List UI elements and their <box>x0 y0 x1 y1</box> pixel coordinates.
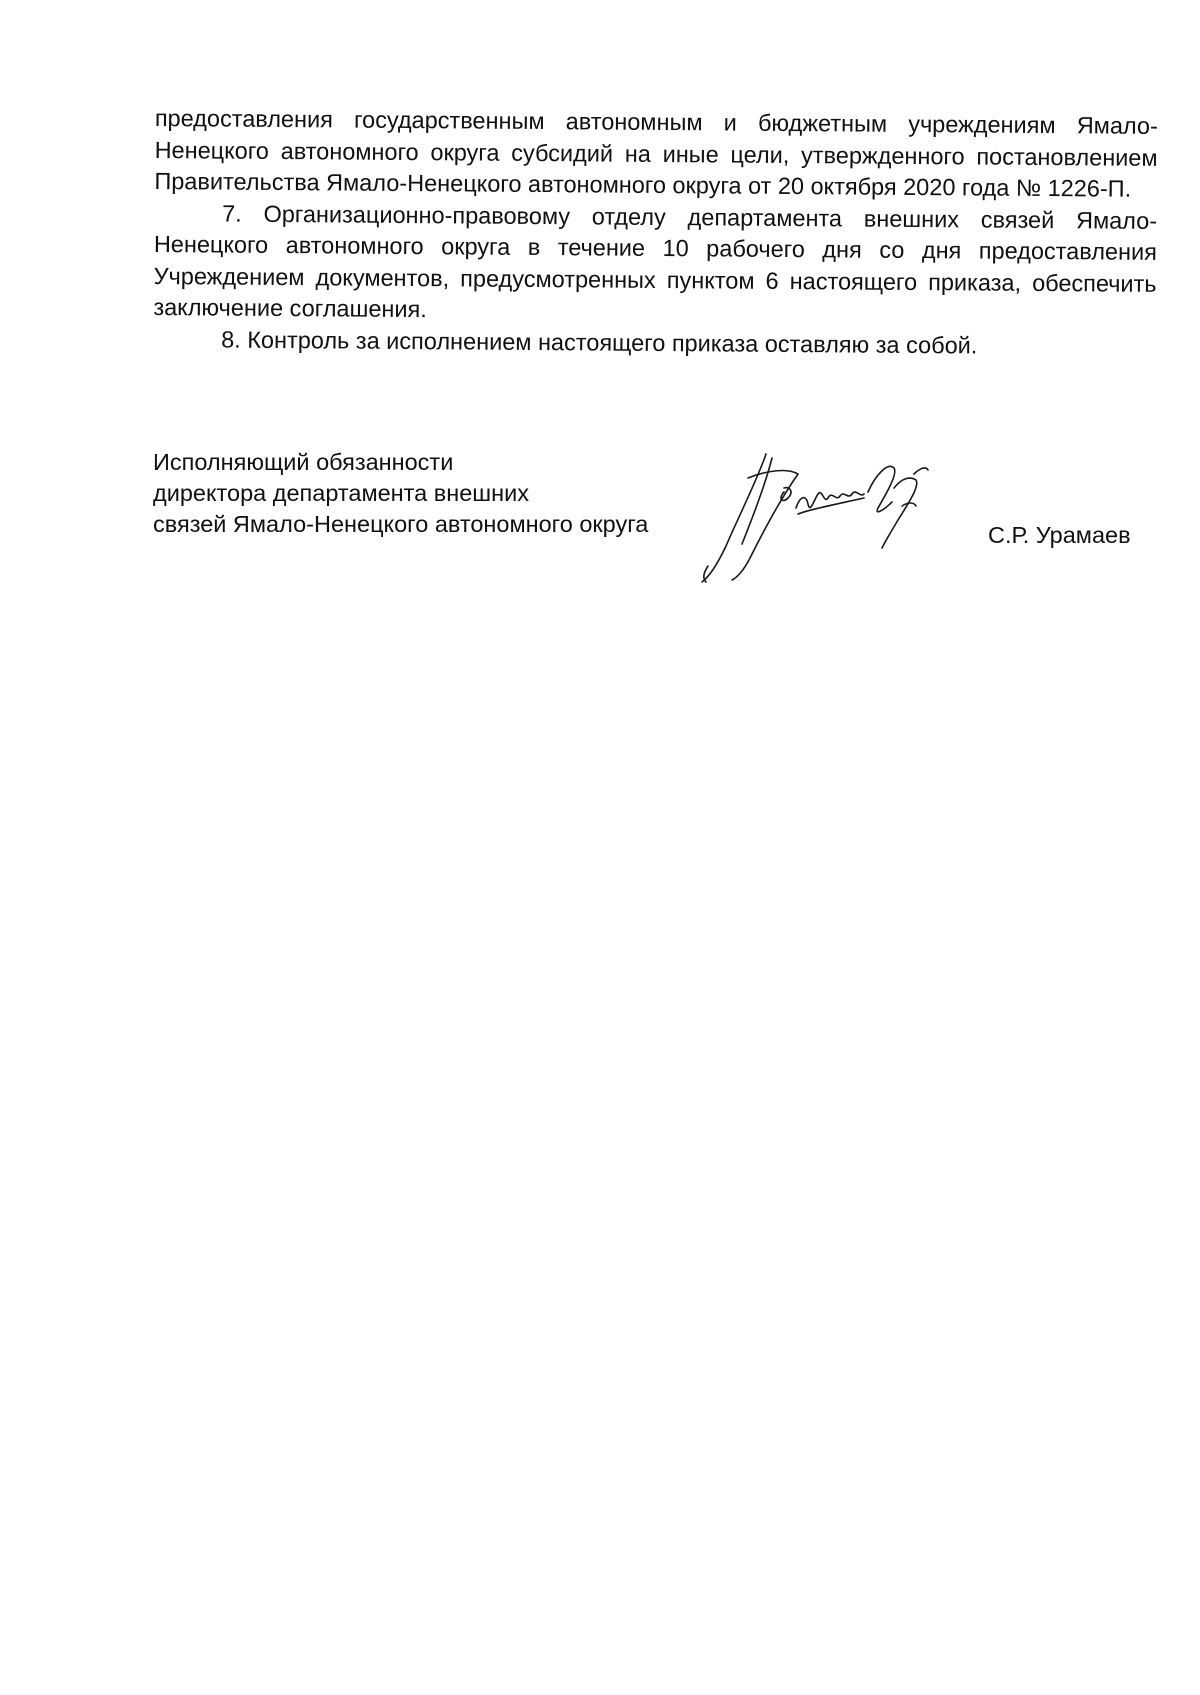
signature-block <box>153 447 1163 587</box>
continuation-paragraph: предоставления государственным автономным и бюджетным учреждениям Ямало-Ненецкого автономного округа субсидий на иные цели, утвержденного постановлением Правительства Ямало-Ненецкого автономного округа от 20 октября 2020 года № 1226-П. <box>154 104 1158 202</box>
position-line-2: директора департамента внешних <box>153 480 529 506</box>
handwritten-signature-icon <box>688 448 988 588</box>
paragraph-7: 7. Организационно-правовому отделу департамента внешних связей Ямало-Ненецкого автономного округа в течение 10 рабочего дня со дня предоставления Учреждением документов, предусмотренных пунктом 6 настоящего приказа, обеспечить заключение соглашения. <box>153 200 1158 323</box>
signer-name: С.Р. Урамаев <box>988 522 1131 548</box>
position-line-1: Исполняющий обязанности <box>153 449 454 475</box>
position-line-3: связей Ямало-Ненецкого автономного округа <box>153 511 649 537</box>
document-body <box>153 103 1158 363</box>
signer-position <box>153 447 713 540</box>
paragraph-8: 8. Контроль за исполнением настоящего приказа оставляю за собой. <box>221 326 978 358</box>
